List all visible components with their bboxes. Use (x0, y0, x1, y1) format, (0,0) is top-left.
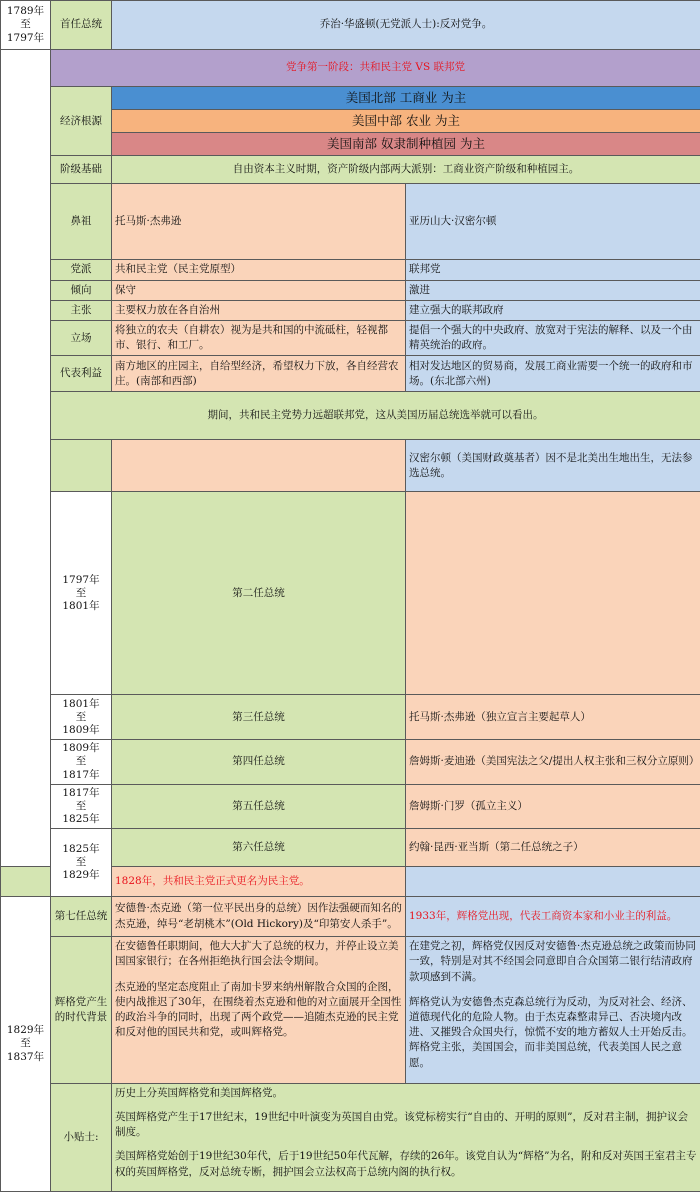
whig-right-para: 在建党之初，辉格党仅因反对安德鲁·杰克逊总统之政策而协同一致，特别是对其不经国会同意即自合众国第二银行结清政府款项感到不满。 (409, 939, 697, 985)
president-3-left: 托马斯·杰弗逊（独立宣言主要起草人） (406, 695, 700, 740)
whig-background-right (406, 937, 700, 1084)
president-7-left: 安德鲁·杰克逊（第一位平民出身的总统）因作法强硬而知名的杰克逊，绰号“老胡桃木”(Old Hickory)及“印第安人杀手”。 (112, 897, 406, 937)
empty-left (112, 440, 406, 492)
row-label: 第四任总统 (112, 740, 406, 784)
row-label: 第二任总统 (112, 492, 406, 695)
tendency-right: 激进 (406, 280, 700, 300)
claim-left: 主要权力放在各自治州 (112, 300, 406, 320)
claim-right: 建立强大的联邦政府 (406, 300, 700, 320)
interest-left: 南方地区的庄园主，自给型经济，希望权力下放，各自经营农庄。(南部和西部) (112, 356, 406, 392)
year-cell: 1829年 至 1837年 (1, 897, 51, 1192)
econ-middle: 美国中部 农业 为主 (112, 110, 700, 133)
interest-right: 相对发达地区的贸易商，发展工商业需要一个统一的政府和市场。(东北部六州) (406, 356, 700, 392)
econ-south: 美国南部 奴隶制种植园 为主 (112, 133, 700, 156)
whig-left-para: 杰克逊的坚定态度阻止了南加卡罗来纳州解散合众国的企图，使内战推迟了30年，在围绕着杰克逊和他的对立面展开全国性的政治斗争的同时，出现了两个政党——追随杰克逊的民主党和反对他的国民共和党，或叫辉格党。 (115, 980, 402, 1041)
econ-north: 美国北部 工商业 为主 (112, 87, 700, 110)
whig-background-left (112, 937, 406, 1084)
row-label: 第三任总统 (112, 695, 406, 740)
row-label: 主张 (51, 300, 112, 320)
tendency-left: 保守 (112, 280, 406, 300)
tip-item: 历史上分英国辉格党和美国辉格党。 (115, 1086, 697, 1101)
rename-note: 1828年，共和民主党正式更名为民主党。 (112, 867, 406, 897)
whig-right-para: 辉格党认为安德鲁杰克森总统行为反动，为反对社会、经济、道德现代化的危险人物。由于杰克森整肃异己、否决境内改进、又摧毁合众国央行，惊慌不安的地方蓄奴人士开始反击。辉格党主张，美国国会，而非美国总统，代表美国人民之意愿。 (409, 995, 697, 1071)
row-label-empty (1, 867, 51, 897)
year-cell: 1797年 至 1801年 (51, 492, 112, 695)
president-6-left: 约翰·昆西·亚当斯（第二任总统之子） (406, 829, 700, 867)
year-cell-empty (1, 50, 51, 867)
row-label-empty (51, 440, 112, 492)
president-5-left: 詹姆斯·门罗（孤立主义） (406, 784, 700, 828)
president-2-left (406, 492, 700, 695)
row-label: 小贴士: (51, 1083, 112, 1191)
row-label: 阶级基础 (51, 156, 112, 184)
year-cell: 1801年 至 1809年 (51, 695, 112, 740)
year-cell: 1817年 至 1825年 (51, 784, 112, 828)
hamilton-note: 汉密尔顿（美国财政奠基者）因不是北美出生地出生，无法参选总统。 (406, 440, 700, 492)
party-left: 共和民主党（民主党原型） (112, 260, 406, 280)
party-right: 联邦党 (406, 260, 700, 280)
president-4-left: 詹姆斯·麦迪逊（美国宪法之父/提出人权主张和三权分立原则） (406, 740, 700, 784)
row-label: 立场 (51, 321, 112, 356)
founder-right: 亚历山大·汉密尔顿 (406, 184, 700, 260)
tip-item: 美国辉格党始创于19世纪30年代，后于19世纪50年代瓦解，存续的26年。该党自认为“辉格”为名，附和反对英国王室君主专权的英国辉格党，反对总统专断，拥护国会立法权高于总统内阁的执行权。 (115, 1149, 697, 1179)
row-label: 首任总统 (51, 1, 112, 50)
year-cell: 1809年 至 1817年 (51, 740, 112, 784)
year-cell: 1789年 至 1797年 (1, 1, 51, 50)
tips-cell (112, 1083, 700, 1191)
rename-right (406, 867, 700, 897)
row-label: 鼻祖 (51, 184, 112, 260)
row-label: 第七任总统 (51, 897, 112, 937)
row-label: 代表利益 (51, 356, 112, 392)
period-note: 期间，共和民主党势力远超联邦党，这从美国历届总统选举就可以看出。 (51, 392, 700, 440)
row-label: 倾向 (51, 280, 112, 300)
stance-right: 提倡一个强大的中央政府、放宽对于宪法的解释、以及一个由精英统治的政府。 (406, 321, 700, 356)
stage-one-title: 党争第一阶段：共和民主党 VS 联邦党 (51, 50, 700, 87)
whig-left-para: 在安德鲁任职期间，他大大扩大了总统的权力，并停止设立美国国家银行；在各州拒绝执行国会法令期间。 (115, 939, 402, 969)
row-label: 党派 (51, 260, 112, 280)
class-basis: 自由资本主义时期，资产阶级内部两大派别：工商业资产阶级和种植园主。 (112, 156, 700, 184)
row-label: 第五任总统 (112, 784, 406, 828)
row-label: 第六任总统 (112, 829, 406, 867)
washington-cell: 乔治·华盛顿(无党派人士):反对党争。 (112, 1, 700, 50)
year-cell: 1825年 至 1829年 (51, 829, 112, 897)
row-label: 辉格党产生的时代背景 (51, 937, 112, 1084)
whig-founded-note: 1933年，辉格党出现，代表工商资本家和小业主的利益。 (406, 897, 700, 937)
founder-left: 托马斯·杰弗逊 (112, 184, 406, 260)
row-label: 经济根源 (51, 87, 112, 156)
tip-item: 英国辉格党产生于17世纪末，19世纪中叶演变为英国自由党。该党标榜实行“自由的、开明的原则”，反对君主制，拥护议会制度。 (115, 1110, 697, 1140)
stance-left: 将独立的农夫（自耕农）视为是共和国的中流砥柱，轻视都市、银行、和工厂。 (112, 321, 406, 356)
